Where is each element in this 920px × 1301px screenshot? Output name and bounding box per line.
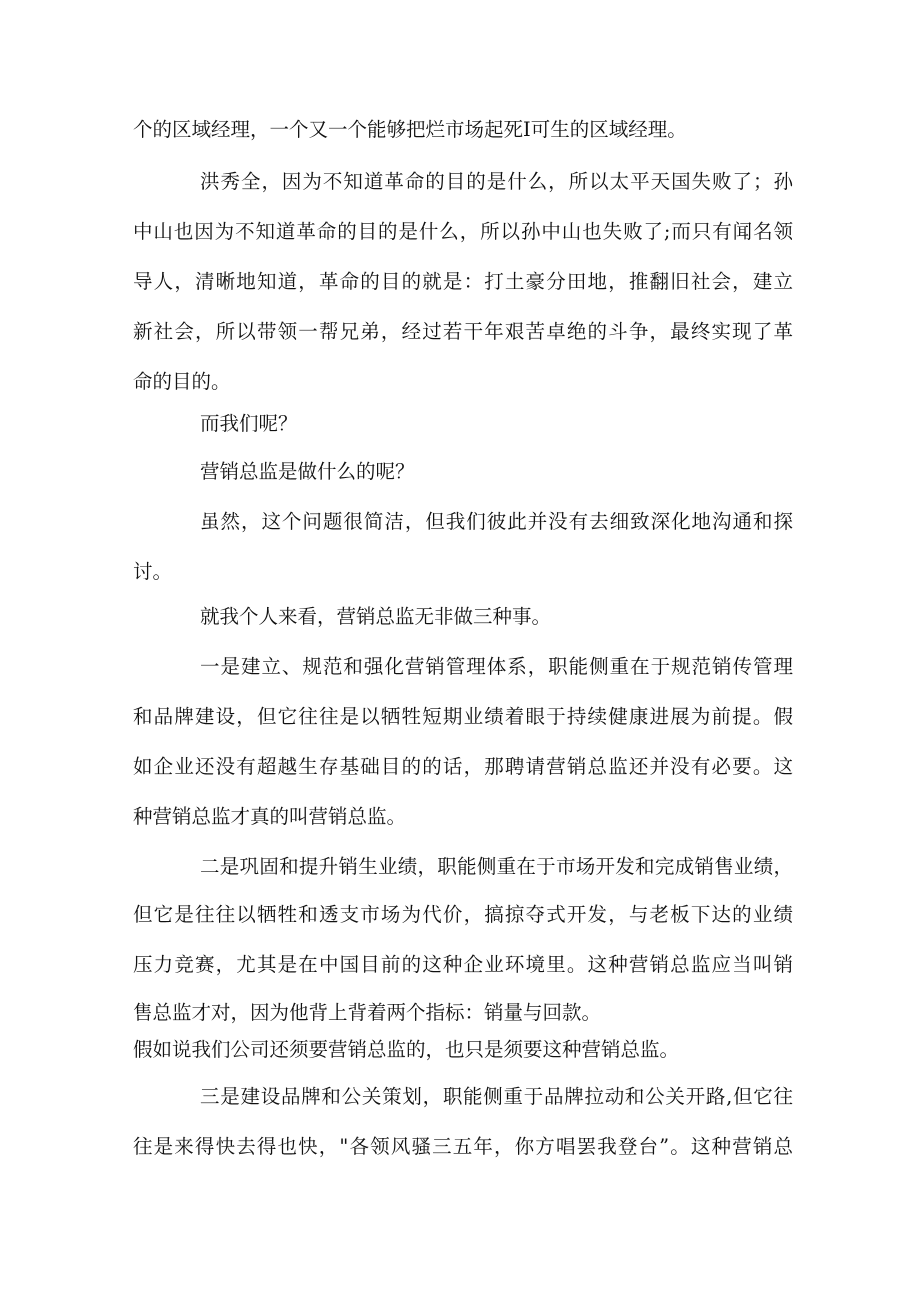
- text-line-17: 但它是往往以牺牲和透支市场为代价，搞掠夺式开发，与老板下达的业绩: [133, 903, 793, 926]
- text-line-8: 营销总监是做什么的呢？: [200, 460, 415, 483]
- text-line-10: 讨。: [133, 560, 173, 583]
- text-line-1: 个的区域经理，一个又一个能够把烂市场起死I可生的区域经理。: [133, 118, 687, 141]
- text-line-19: 售总监才对，因为他背上背着两个指标：销量与回款。: [133, 1001, 602, 1024]
- text-line-22: 往是来得快去得也快，"各领风骚三五年，你方唱罢我登台”。这种营销总: [133, 1135, 793, 1158]
- text-line-13: 和品牌建设，但它往往是以牺牲短期业绩着眼于持续健康进展为前提。假: [133, 705, 793, 728]
- text-line-20: 假如说我们公司还须要营销总监的，也只是须要这种营销总监。: [133, 1038, 680, 1061]
- text-line-21: 三是建设品牌和公关策划，职能侧重于品牌拉动和公关开路,但它往: [200, 1085, 793, 1108]
- text-line-7: 而我们呢？: [200, 412, 298, 435]
- text-line-5: 新社会，所以带领一帮兄弟，经过若干年艰苦卓绝的斗争，最终实现了革: [133, 320, 793, 343]
- text-line-6: 命的目的。: [133, 370, 231, 393]
- text-line-14: 如企业还没有超越生存基础目的的话，那聘请营销总监还并没有必要。这: [133, 755, 793, 778]
- text-line-3: 中山也因为不知道革命的目的是什么，所以孙中山也失败了;而只有闻名领: [133, 220, 793, 243]
- text-line-16: 二是巩固和提升销生业绩，职能侧重在于市场开发和完成销售业绩，: [200, 855, 793, 878]
- text-line-4: 导人，清晰地知道，革命的目的就是：打土豪分田地，推翻旧社会，建立: [133, 270, 793, 293]
- text-line-12: 一是建立、规范和强化营销管理体系，职能侧重在于规范销传管理: [200, 655, 793, 678]
- text-line-11: 就我个人来看，营销总监无非做三种事。: [200, 605, 552, 628]
- text-line-9: 虽然，这个问题很简洁，但我们彼此并没有去细致深化地沟通和探: [200, 510, 793, 533]
- text-line-18: 压力竞赛，尤其是在中国目前的这种企业环境里。这种营销总监应当叫销: [133, 953, 793, 976]
- text-line-15: 种营销总监才真的叫营销总监。: [133, 805, 407, 828]
- text-line-2: 洪秀全，因为不知道革命的目的是什么，所以太平天国失败了；孙: [200, 170, 793, 193]
